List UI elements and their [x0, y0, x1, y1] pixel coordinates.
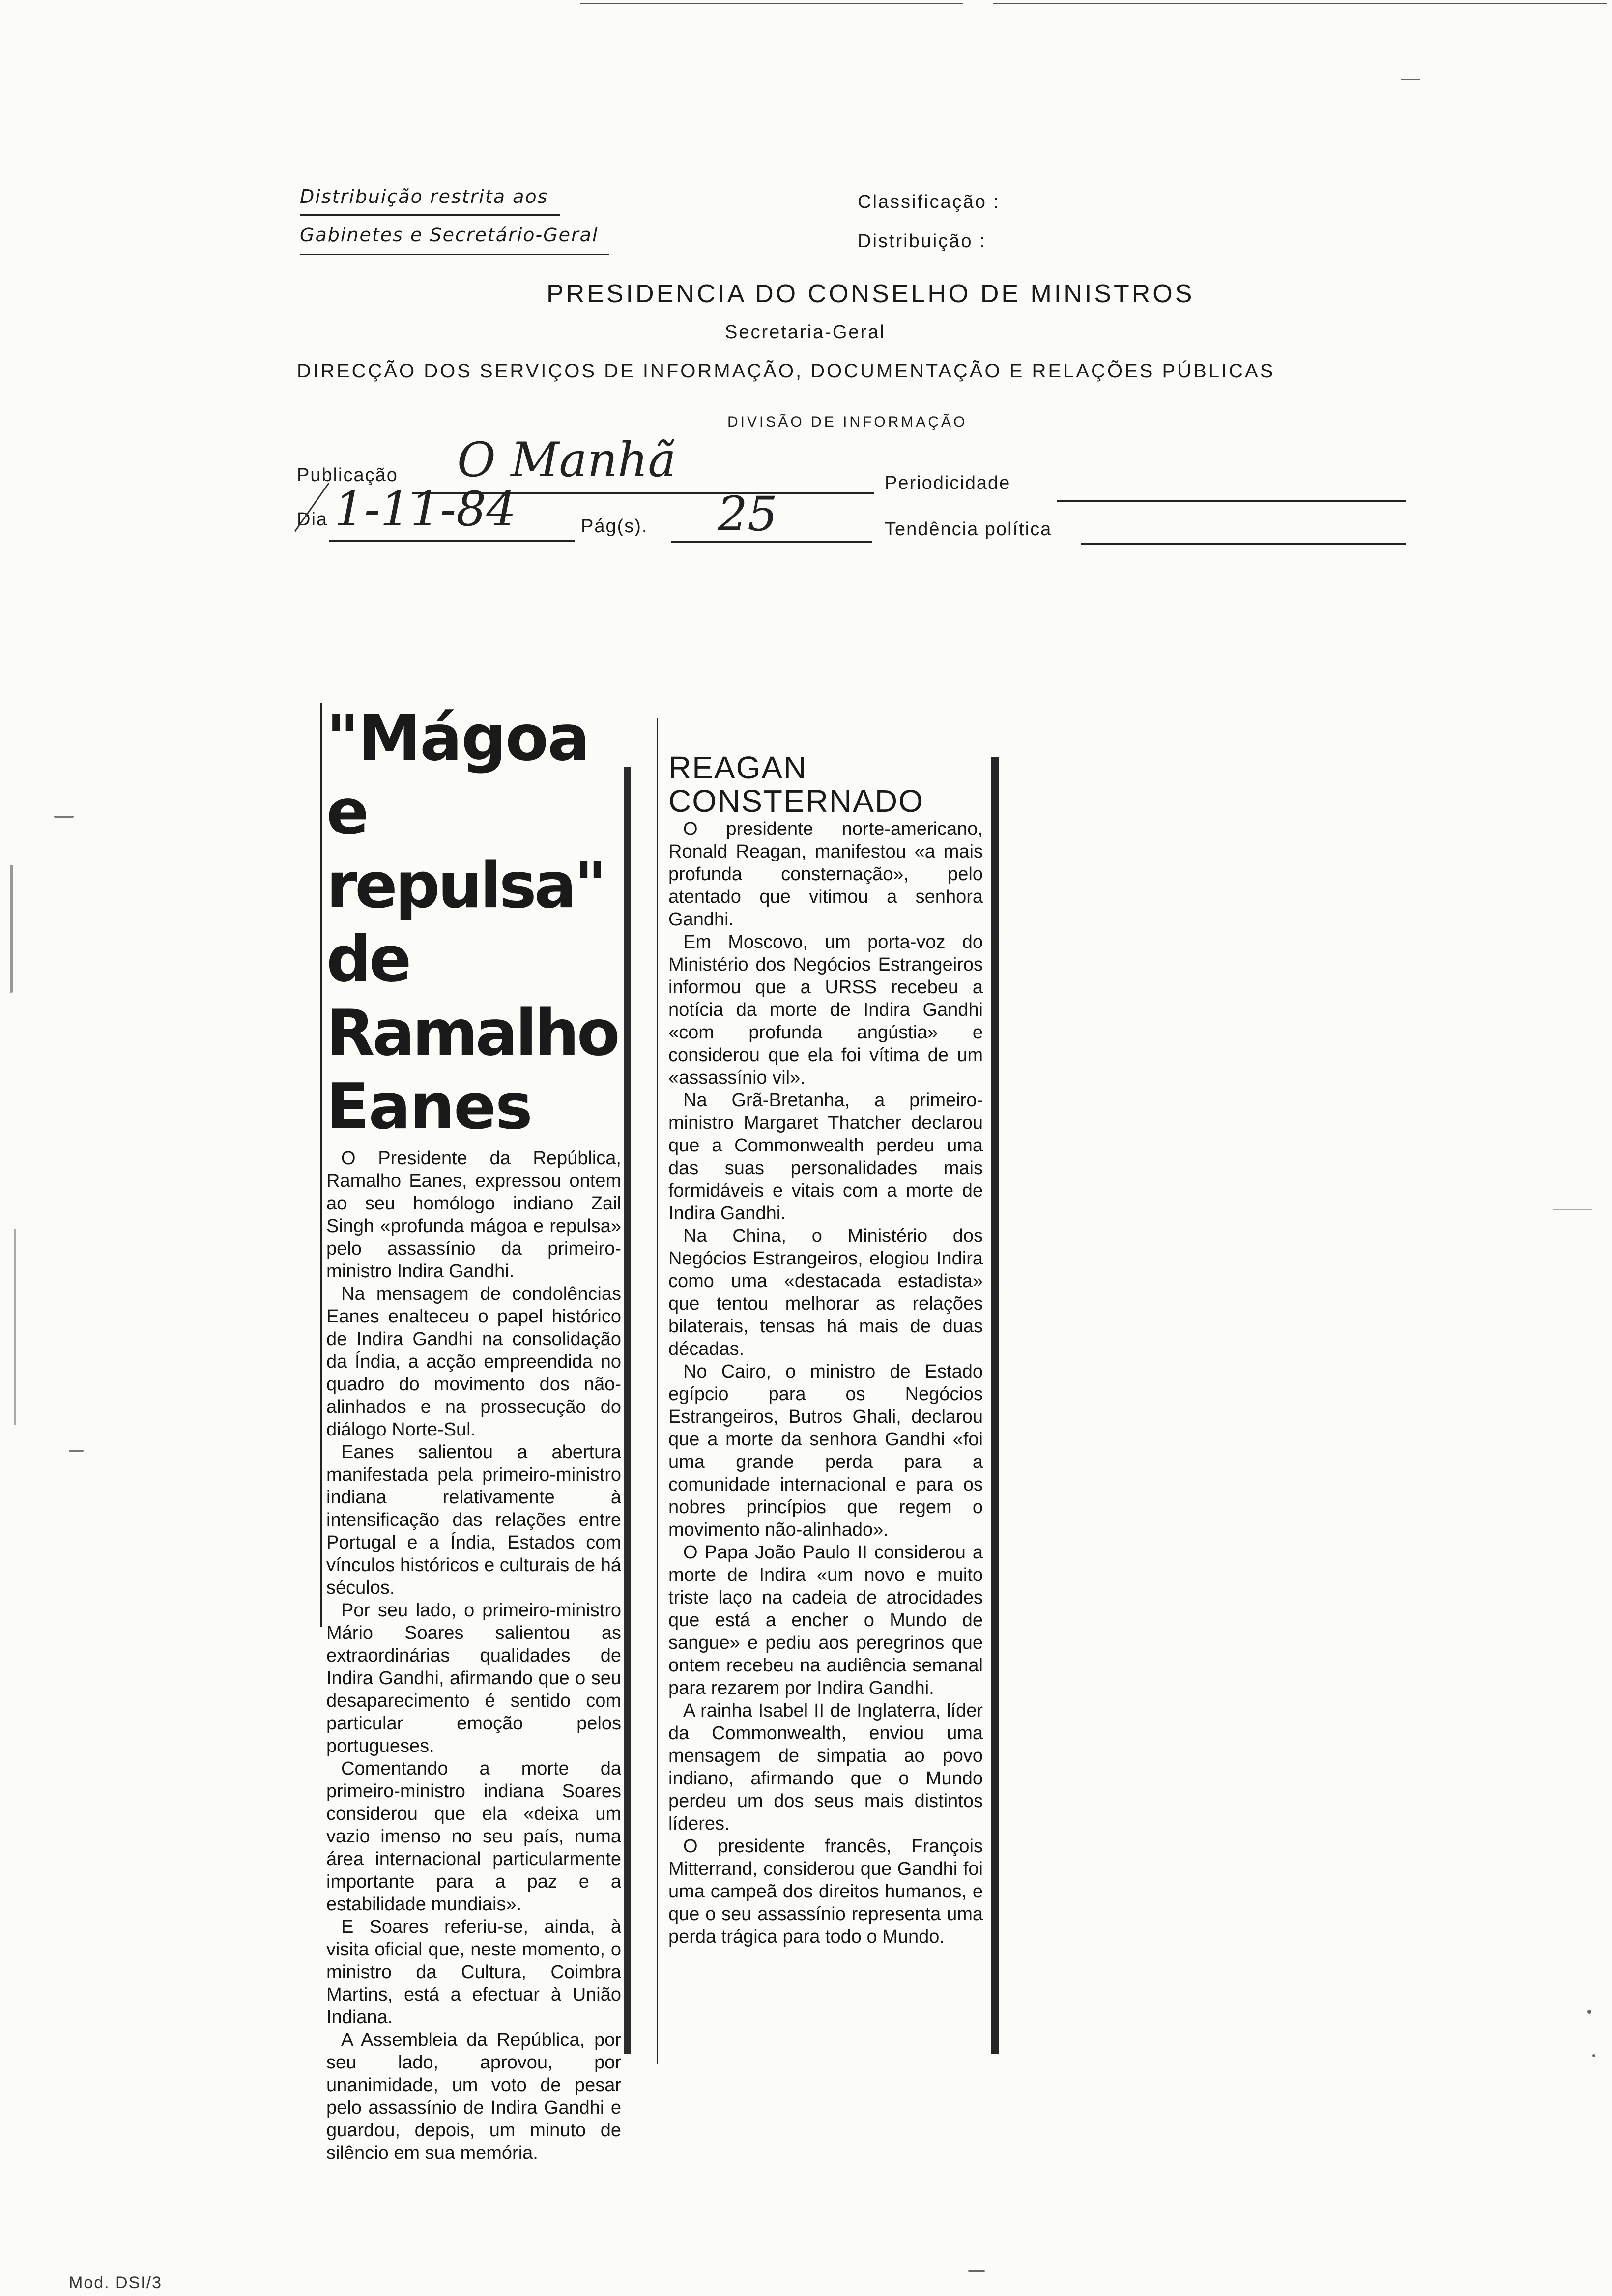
dia-field-line[interactable]	[329, 540, 575, 542]
paragraph: A Assembleia da República, por seu lado, aprovou, por unanimidade, um voto de pesar pelo assassínio de Indira Gandhi e guardou, depois, um minuto de silêncio em sua memória.	[326, 2030, 621, 2163]
dia-label: Dia	[297, 509, 328, 530]
paragraph: No Cairo, o ministro de Estado egípcio para os Negócios Estrangeiros, Butros Ghali, declarou que a morte da senhora Gandhi «foi uma grande perda para a comunidade internacional e para os nobres princípios que regem o movimento não-alinhado».	[668, 1361, 983, 1540]
pags-handwritten: 25	[718, 487, 778, 542]
headline-left-line-4: Eanes	[326, 1070, 532, 1144]
paragraph: Eanes salientou a abertura manifestada pela primeiro-ministro indiana relativamente à intensificação das relações entre Portugal e a Índia, Estados com vínculos históricos e culturais de há séculos.	[326, 1442, 621, 1598]
headline-right-line-2: CONSTERNADO	[668, 783, 924, 819]
paragraph: O Presidente da República, Ramalho Eanes, expressou ontem ao seu homólogo indiano Zail Singh «profunda mágoa e repulsa» pelo assassínio da primeiro-ministro Indira Gandhi.	[326, 1148, 621, 1282]
paragraph: Na Grã-Bretanha, a primeiro-ministro Margaret Thatcher declarou que a Commonwealth perdeu uma das suas personalidades mais formidáveis e vitais com a morte de Indira Gandhi.	[668, 1090, 983, 1224]
headline-left-line-2: e repulsa"	[326, 775, 604, 922]
paragraph: A rainha Isabel II de Inglaterra, líder da Commonwealth, enviou uma mensagem de simpatia ao povo indiano, afirmando que o Mundo perdeu um dos seus mais distintos líderes.	[668, 1700, 983, 1834]
tendencia-field-line[interactable]	[1081, 543, 1406, 545]
headline-left-line-3: de Ramalho	[326, 923, 618, 1070]
paragraph: E Soares referiu-se, ainda, à visita oficial que, neste momento, o ministro da Cultura, Coimbra Martins, está a efectuar à União Indiana.	[326, 1917, 621, 2028]
scan-edge-line	[580, 3, 963, 4]
periodicidade-field-line[interactable]	[1057, 500, 1406, 502]
column-rule-mid-left	[624, 767, 631, 2054]
distribution-line-1: Distribuição restrita aos	[300, 186, 548, 207]
article-left-body	[326, 1147, 621, 2164]
dia-handwritten: 1-11-84	[334, 482, 517, 537]
page-title: PRESIDENCIA DO CONSELHO DE MINISTROS	[547, 280, 1195, 308]
scan-speck	[1401, 79, 1420, 80]
column-rule-mid-right	[657, 718, 658, 2064]
paragraph: O presidente norte-americano, Ronald Reagan, manifestou «a mais profunda consternação», pelo atentado que vitimou a senhora Gandhi.	[668, 819, 983, 930]
paragraph: Na mensagem de condolências Eanes enalteceu o papel histórico de Indira Gandhi na consolidação da Índia, a acção empreendida no quadro do movimento dos não-alinhados e na prossecução do diálogo Norte-Sul.	[326, 1284, 621, 1440]
periodicidade-label: Periodicidade	[885, 473, 1011, 493]
classificacao-label: Classificação :	[858, 192, 1000, 212]
scan-speck	[1592, 2054, 1595, 2057]
column-rule-left	[320, 703, 322, 1627]
paragraph: O Papa João Paulo II considerou a morte de Indira «um novo e muito triste laço na cadeia de atrocidades que está a encher o Mundo de sangue» e pediu aos peregrinos que ontem recebeu na audiência semanal para rezarem por Indira Gandhi.	[668, 1542, 983, 1698]
scan-speck	[968, 2270, 985, 2272]
article-right	[668, 751, 983, 1948]
tendencia-label: Tendência política	[885, 519, 1052, 540]
publicacao-label: Publicação	[297, 465, 398, 486]
scan-edge-line	[993, 3, 1607, 4]
paragraph: Comentando a morte da primeiro-ministro indiana Soares considerou que ela «deixa um vazio imenso no seu país, numa área internacional particularmente importante para a paz e a estabilidade mundiais».	[326, 1758, 621, 1915]
distribution-underline-2	[300, 254, 609, 255]
pags-label: Pág(s).	[581, 516, 648, 537]
paragraph: O presidente francês, François Mitterrand, considerou que Gandhi foi uma campeã dos direitos humanos, e que o seu assassínio representa uma perda trágica para todo o Mundo.	[668, 1836, 983, 1947]
distribuicao-label: Distribuição :	[858, 231, 986, 252]
scan-speck	[54, 816, 74, 818]
distribution-line-2: Gabinetes e Secretário-Geral	[300, 224, 599, 246]
scan-speck	[69, 1450, 84, 1452]
scan-speck	[14, 1229, 16, 1425]
paragraph: Na China, o Ministério dos Negócios Estrangeiros, elogiou Indira como uma «destacada estadista» que tentou melhorar as relações bilaterais, tensas há mais de duas décadas.	[668, 1226, 983, 1359]
divisao-line: DIVISÃO DE INFORMAÇÃO	[727, 414, 968, 430]
scan-speck	[1553, 1209, 1592, 1210]
publicacao-handwritten: O Manhã	[457, 432, 676, 488]
headline-left-line-1: "Mágoa	[326, 702, 589, 775]
scan-speck	[1587, 2010, 1591, 2014]
article-right-body	[668, 818, 983, 1948]
article-left	[326, 702, 621, 2164]
distribution-underline-1	[300, 214, 560, 216]
scan-speck	[10, 865, 13, 993]
form-code: Mod. DSI/3	[69, 2273, 163, 2292]
paragraph: Por seu lado, o primeiro-ministro Mário Soares salientou as extraordinárias qualidades de Indira Gandhi, afirmando que o seu desaparecimento é sentido com particular emoção pelos portugueses.	[326, 1600, 621, 1756]
page-subtitle: Secretaria-Geral	[725, 322, 886, 343]
paragraph: Em Moscovo, um porta-voz do Ministério dos Negócios Estrangeiros informou que a URSS recebeu a notícia da morte de Indira Gandhi «com profunda angústia» e considerou que ela foi vítima de um «assassínio vil».	[668, 932, 983, 1088]
column-rule-right	[991, 757, 999, 2054]
headline-right-line-1: REAGAN	[668, 750, 807, 785]
direccao-line: DIRECÇÃO DOS SERVIÇOS DE INFORMAÇÃO, DOCUMENTAÇÃO E RELAÇÕES PÚBLICAS	[297, 360, 1275, 382]
